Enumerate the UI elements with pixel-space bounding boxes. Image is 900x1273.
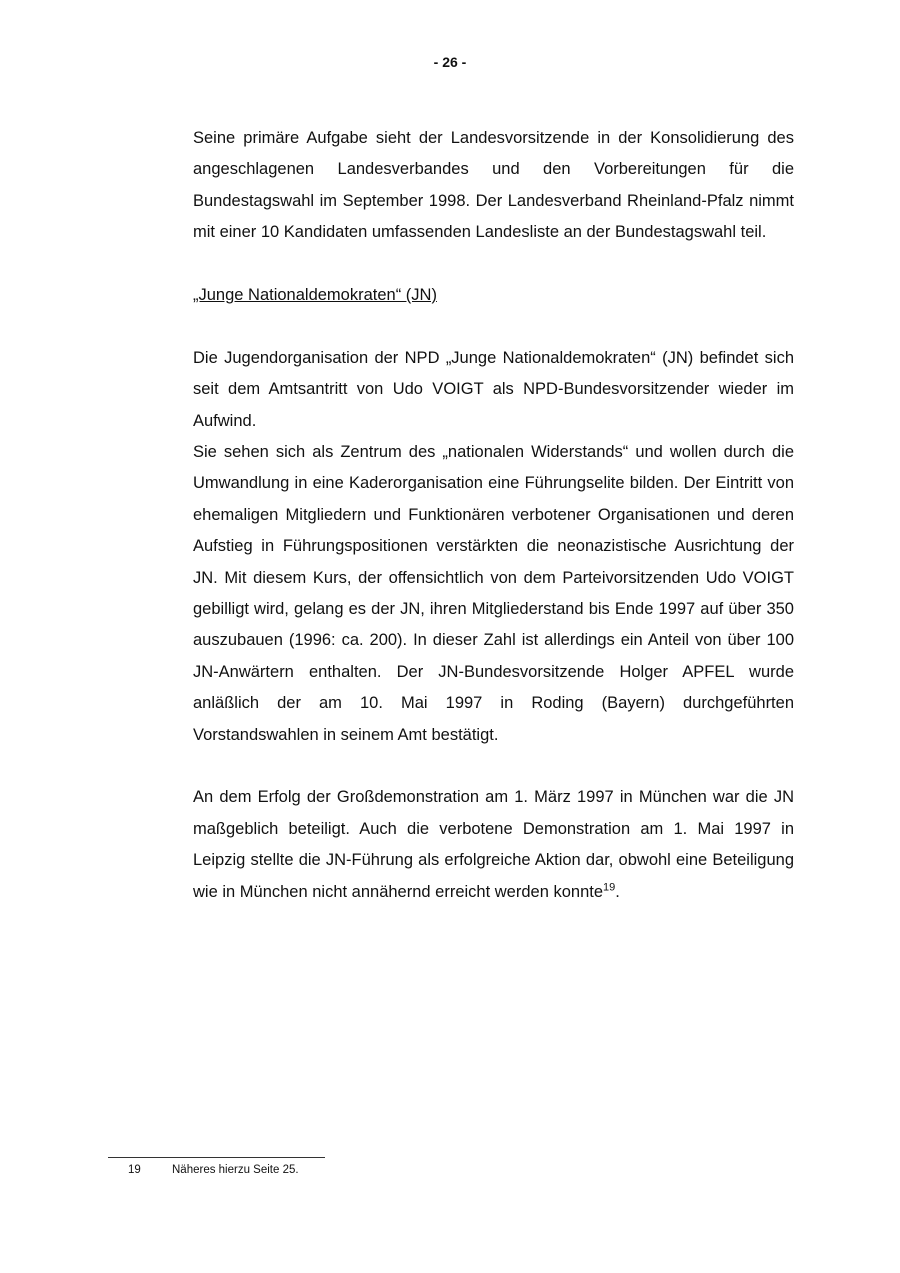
paragraph-grossdemonstration-text: An dem Erfolg der Großdemonstration am 1. März 1997 in München war die JN maßgeblich beteiligt. Auch die verbotene Demonstration am 1. Mai 1997 in Leipzig stellte die JN-Führung als erfolgreiche Aktion dar, obwohl eine Beteiligung wie in München nicht annähernd erreicht werden konnte: [193, 788, 794, 901]
paragraph-gap: [193, 751, 794, 782]
footnote-number: 19: [128, 1164, 141, 1176]
paragraph-end-period: .: [615, 882, 620, 901]
footnote-separator: [108, 1157, 325, 1158]
paragraph-zentrum-widerstand: Sie sehen sich als Zentrum des „nationalen Widerstands“ und wollen durch die Umwandlung in eine Kaderorganisation eine Führungselite bilden. Der Eintritt von ehemaligen Mitgliedern und Funktionären verbotener Organisationen und deren Aufstieg in Führungspositionen verstärkten die neonazistische Ausrichtung der JN. Mit diesem Kurs, der offensichtlich von dem Parteivorsitzenden Udo VOIGT gebilligt wird, gelang es der JN, ihren Mitgliederstand bis Ende 1997 auf über 350 auszubauen (1996: ca. 200). In dieser Zahl ist allerdings ein Anteil von über 100 JN-Anwärtern enthalten. Der JN-Bundesvorsitzende Holger APFEL wurde anläßlich der am 10. Mai 1997 in Roding (Bayern) durchgeführten Vorstandswahlen in seinem Amt bestätigt.: [193, 443, 794, 744]
footnote-19: [128, 1162, 299, 1178]
footnote-text: Näheres hierzu Seite 25.: [172, 1164, 299, 1176]
paragraph-grossdemonstration: [193, 782, 794, 908]
paragraph-gap: [193, 311, 794, 342]
section-heading-jn: „Junge Nationaldemokraten“ (JN): [193, 286, 437, 305]
paragraph-gap: [193, 249, 794, 280]
page-number: - 26 -: [433, 54, 467, 70]
paragraph-jugendorganisation: Die Jugendorganisation der NPD „Junge Nationaldemokraten“ (JN) befindet sich seit dem Amtsantritt von Udo VOIGT als NPD-Bundesvorsitzender wieder im Aufwind.: [193, 348, 794, 430]
footnote-reference[interactable]: 19: [603, 881, 616, 894]
body-text: [193, 123, 794, 908]
paragraph-landesvorsitzender: Seine primäre Aufgabe sieht der Landesvorsitzende in der Konsolidierung des angeschlagenen Landesverbandes und den Vorbereitungen für die Bundestagswahl im September 1998. Der Landesverband Rheinland-Pfalz nimmt mit einer 10 Kandidaten umfassenden Landesliste an der Bundestagswahl teil.: [193, 129, 794, 242]
